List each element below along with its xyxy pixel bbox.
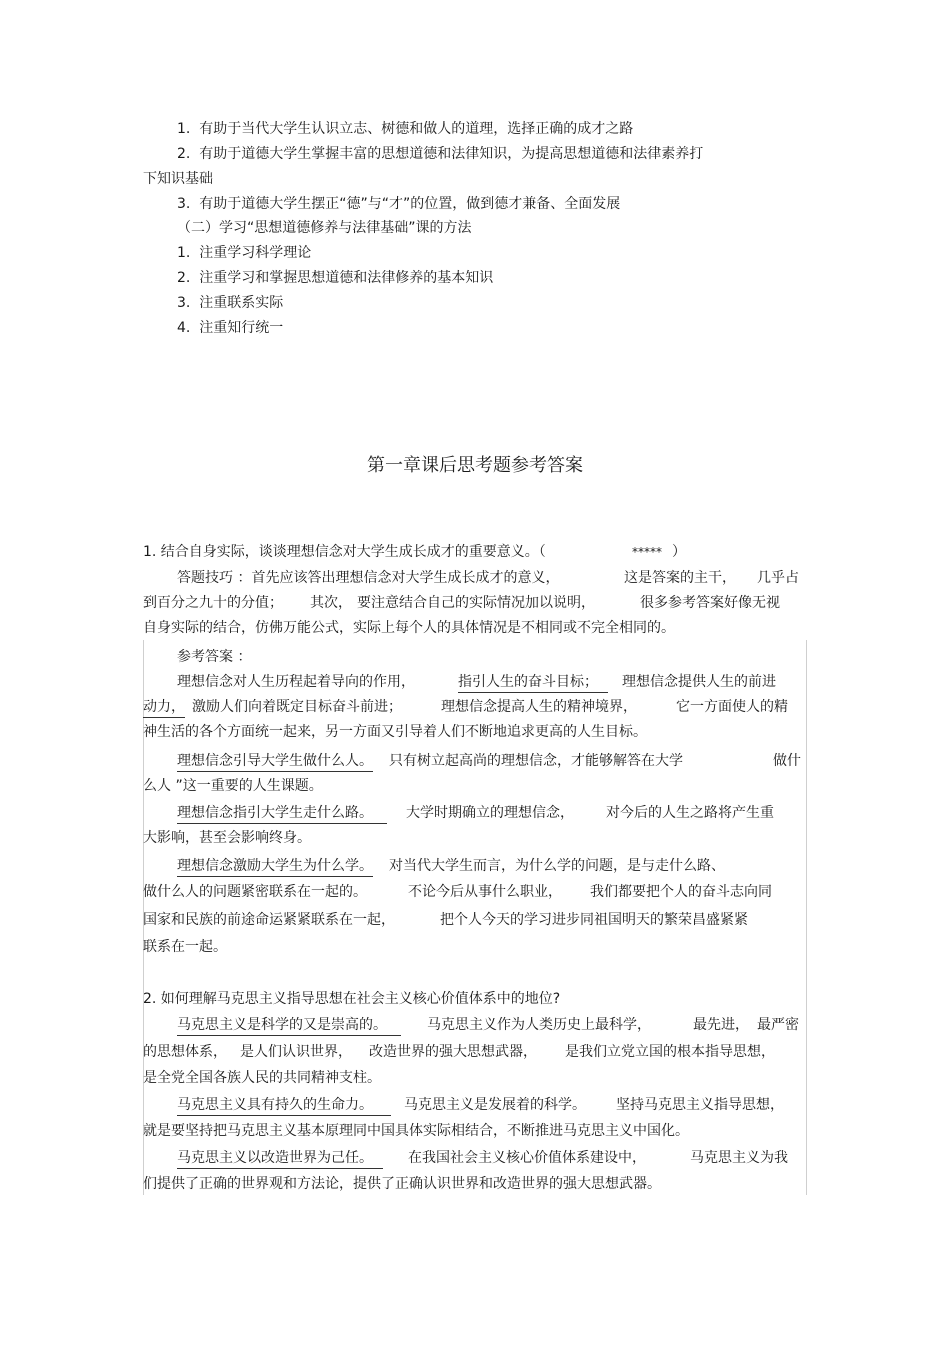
answer-text: 做什 bbox=[773, 753, 801, 769]
answer-text: 不论今后从事什么职业， bbox=[408, 884, 562, 900]
intro-item-1: 1. 有助于当代大学生认识立志、树德和做人的道理，选择正确的成才之路 bbox=[177, 121, 634, 137]
tip-text: 要注意结合自己的实际情况加以说明， bbox=[357, 595, 595, 611]
tip-text: 几乎占 bbox=[757, 570, 799, 586]
answer-text: 激励人们向着既定目标奋斗前进； bbox=[192, 699, 402, 715]
answer-text: 国家和民族的前途命运紧紧联系在一起， bbox=[143, 912, 395, 928]
answer-text: 做什么人的问题紧密联系在一起的。 bbox=[143, 884, 367, 900]
answer-text: 理想信念提供人生的前进 bbox=[622, 674, 776, 690]
tip-text: 到百分之九十的分值； bbox=[143, 595, 283, 611]
answer-underlined: 马克思主义具有持久的生命力。 bbox=[177, 1096, 391, 1116]
answer-underlined: 马克思主义是科学的又是崇高的。 bbox=[177, 1016, 401, 1036]
method-item-1: 1. 注重学习科学理论 bbox=[177, 245, 312, 261]
answer-underlined: 马克思主义以改造世界为己任。 bbox=[177, 1149, 383, 1169]
intro-item-2: 2. 有助于道德大学生掌握丰富的思想道德和法律知识，为提高思想道德和法律素养打 bbox=[177, 146, 704, 162]
question-2: 2. 如何理解马克思主义指导思想在社会主义核心价值体系中的地位? bbox=[143, 991, 561, 1007]
answer-text: 么人 ”这一重要的人生课题。 bbox=[143, 778, 323, 794]
answer-text: 坚持马克思主义指导思想， bbox=[616, 1097, 784, 1113]
tip-text: 很多参考答案好像无视 bbox=[640, 595, 780, 611]
reference-answer-label: 参考答案 ： bbox=[177, 649, 252, 665]
answer-text: 马克思主义是发展着的科学。 bbox=[404, 1097, 586, 1113]
answer-text: 的思想体系， bbox=[143, 1044, 227, 1060]
answer-text: 神生活的各个方面统一起来，另一方面又引导着人们不断地追求更高的人生目标。 bbox=[143, 724, 647, 740]
question-1: 1. 结合自身实际，谈谈理想信念对大学生成长成才的重要意义。（ bbox=[143, 544, 546, 560]
answer-text: 联系在一起。 bbox=[143, 939, 227, 955]
answer-text: 是全党全国各族人民的共同精神支柱。 bbox=[143, 1070, 381, 1086]
answer-text: 对今后的人生之路将产生重 bbox=[606, 805, 774, 821]
right-margin-rule bbox=[806, 640, 807, 1195]
question-1-close: ） bbox=[672, 544, 686, 560]
method-item-2: 2. 注重学习和掌握思想道德和法律修养的基本知识 bbox=[177, 270, 494, 286]
answer-underlined: 动力， bbox=[143, 698, 185, 718]
answer-text: 大影响，甚至会影响终身。 bbox=[143, 830, 311, 846]
tip-text: 其次， bbox=[310, 595, 352, 611]
answer-text: 最先进， bbox=[693, 1017, 749, 1033]
answer-underlined: 理想信念引导大学生做什么人。 bbox=[177, 752, 373, 772]
answer-underlined: 理想信念指引大学生走什么路。 bbox=[177, 804, 387, 824]
answer-text: 就是要坚持把马克思主义基本原理同中国具体实际相结合，不断推进马克思主义中国化。 bbox=[143, 1123, 689, 1139]
answer-text: 在我国社会主义核心价值体系建设中， bbox=[408, 1150, 646, 1166]
method-item-4: 4. 注重知行统一 bbox=[177, 320, 284, 336]
tip-text: 这是答案的主干， bbox=[624, 570, 736, 586]
method-item-3: 3. 注重联系实际 bbox=[177, 295, 284, 311]
answer-underlined: 理想信念激励大学生为什么学。 bbox=[177, 857, 373, 877]
answer-text: 是我们立党立国的根本指导思想， bbox=[565, 1044, 775, 1060]
intro-item-3: 3. 有助于道德大学生摆正“德”与“才”的位置，做到德才兼备、全面发展 bbox=[177, 196, 621, 212]
answer-text: 最严密 bbox=[757, 1017, 799, 1033]
answer-text: 只有树立起高尚的理想信念，才能够解答在大学 bbox=[389, 753, 683, 769]
answer-text: 理想信念提高人生的精神境界， bbox=[441, 699, 637, 715]
answer-text: 我们都要把个人的奋斗志向同 bbox=[590, 884, 772, 900]
answer-text: 对当代大学生而言，为什么学的问题，是与走什么路、 bbox=[389, 858, 725, 874]
answer-text: 马克思主义为我 bbox=[690, 1150, 788, 1166]
chapter-title: 第一章课后思考题参考答案 bbox=[367, 455, 583, 476]
answer-text: 理想信念对人生历程起着导向的作用， bbox=[177, 674, 415, 690]
answer-text: 们提供了正确的世界观和方法论，提供了正确认识世界和改造世界的强大思想武器。 bbox=[143, 1176, 661, 1192]
answer-text: 是人们认识世界， bbox=[240, 1044, 352, 1060]
intro-item-2-cont: 下知识基础 bbox=[143, 171, 213, 187]
answer-text: 改造世界的强大思想武器， bbox=[369, 1044, 537, 1060]
question-1-stars: ***** bbox=[632, 545, 662, 559]
answer-underlined: 指引人生的奋斗目标； bbox=[458, 673, 608, 693]
answer-text: 它一方面使人的精 bbox=[676, 699, 788, 715]
answer-text: 马克思主义作为人类历史上最科学， bbox=[427, 1017, 651, 1033]
answer-text: 大学时期确立的理想信念， bbox=[406, 805, 574, 821]
answer-text: 把个人今天的学习进步同祖国明天的繁荣昌盛紧紧 bbox=[440, 912, 748, 928]
section-heading: （二）学习“思想道德修养与法律基础”课的方法 bbox=[177, 220, 472, 236]
tip-text: 自身实际的结合，仿佛万能公式，实际上每个人的具体情况是不相同或不完全相同的。 bbox=[143, 620, 675, 636]
tip-text: 答题技巧 ：首先应该答出理想信念对大学生成长成才的意义， bbox=[177, 570, 560, 586]
